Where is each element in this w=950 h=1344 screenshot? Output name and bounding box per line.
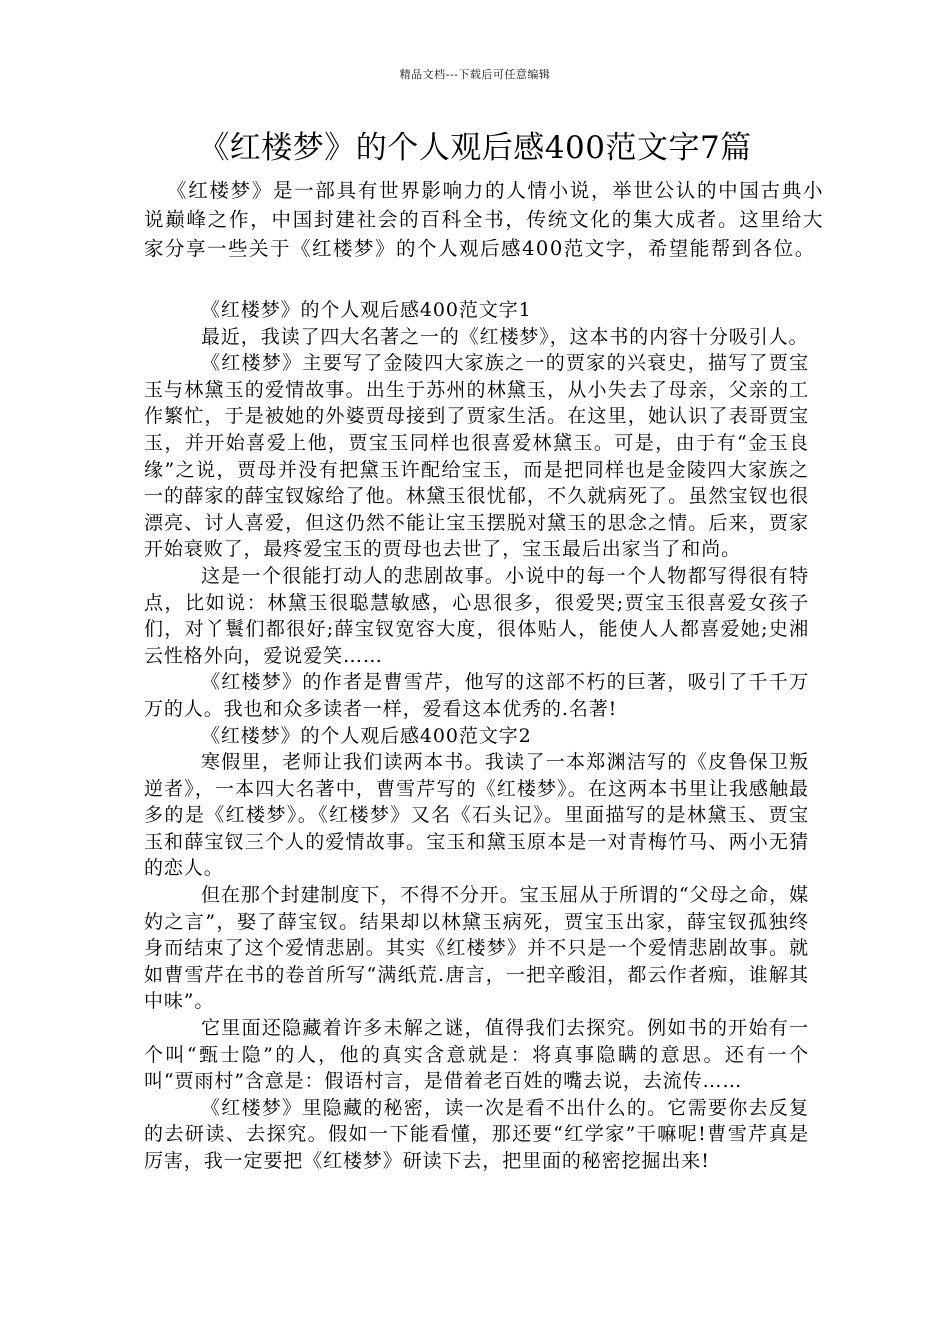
document-body (144, 297, 809, 1175)
body-paragraph: 《红楼梦》里隐藏的秘密，读一次是看不出什么的。它需要你去反复的去研读、去探究。假如一下能看懂，那还要“红学家”干嘛呢!曹雪芹真是厉害，我一定要把《红楼梦》研读下去，把里面的秘密挖掘出来! (144, 1096, 809, 1172)
section-heading-1: 《红楼梦》的个人观后感400范文字1 (201, 299, 532, 321)
body-paragraph: 寒假里，老师让我们读两本书。我读了一本郑渊洁写的《皮鲁保卫叛逆者》，一本四大名著中，曹雪芹写的《红楼梦》。在这两本书里让我感触最多的是《红楼梦》。《红楼梦》又名《石头记》。里面描写的是林黛玉、贾宝玉和薛宝钗三个人的爱情故事。宝玉和黛玉原本是一对青梅竹马、两小无猜的恋人。 (144, 751, 809, 880)
document-title: 《红楼梦》的个人观后感400范文字7篇 (198, 130, 752, 166)
header-note: 精品文档---下载后可任意编辑 (399, 68, 551, 81)
body-paragraph: 但在那个封建制度下，不得不分开。宝玉屈从于所谓的“父母之命，媒妁之言”，娶了薛宝钗。结果却以林黛玉病死，贾宝玉出家，薛宝钗孤独终身而结束了这个爱情悲剧。其实《红楼梦》并不只是一个爱情悲剧故事。就如曹雪芹在书的卷首所写“满纸荒.唐言，一把辛酸泪，都云作者痴，谁解其中味”。 (144, 884, 809, 1013)
section-heading-2: 《红楼梦》的个人观后感400范文字2 (201, 724, 532, 747)
body-paragraph: 它里面还隐藏着许多未解之谜，值得我们去探究。例如书的开始有一个叫“甄士隐”的人，他的真实含意就是：将真事隐瞒的意思。还有一个叫“贾雨村”含意是：假语村言，是借着老百姓的嘴去说，去流传…… (144, 1017, 809, 1093)
body-paragraph: 《红楼梦》主要写了金陵四大家族之一的贾家的兴衰史，描写了贾宝玉与林黛玉的爱情故事。出生于苏州的林黛玉，从小失去了母亲，父亲的工作繁忙，于是被她的外婆贾母接到了贾家生活。在这里，她认识了表哥贾宝玉，并开始喜爱上他，贾宝玉同样也很喜爱林黛玉。可是，由于有“金玉良缘”之说，贾母并没有把黛玉许配给宝玉，而是把同样也是金陵四大家族之一的薛家的薛宝钗嫁给了他。林黛玉很忧郁，不久就病死了。虽然宝钗也很漂亮、讨人喜爱，但这仍然不能让宝玉摆脱对黛玉的思念之情。后来，贾家开始衰败了，最疼爱宝玉的贾母也去世了，宝玉最后出家当了和尚。 (144, 352, 809, 561)
body-paragraph: 最近，我读了四大名著之一的《红楼梦》，这本书的内容十分吸引人。 (201, 325, 809, 348)
intro-paragraph: 《红楼梦》是一部具有世界影响力的人情小说，举世公认的中国古典小说巅峰之作，中国封建社会的百科全书，传统文化的集大成者。这里给大家分享一些关于《红楼梦》的个人观后感400范文字，希望能帮到各位。 (144, 179, 824, 260)
body-paragraph: 《红楼梦》的作者是曹雪芹，他写的这部不朽的巨著，吸引了千千万万的人。我也和众多读者一样，爱看这本优秀的.名著! (144, 671, 809, 720)
body-paragraph: 这是一个很能打动人的悲剧故事。小说中的每一个人物都写得很有特点，比如说：林黛玉很聪慧敏感，心思很多，很爱哭;贾宝玉很喜爱女孩子们，对丫鬟们都很好;薛宝钗宽容大度，很体贴人，能使人人都喜爱她;史湘云性格外向，爱说爱笑…… (144, 564, 809, 667)
